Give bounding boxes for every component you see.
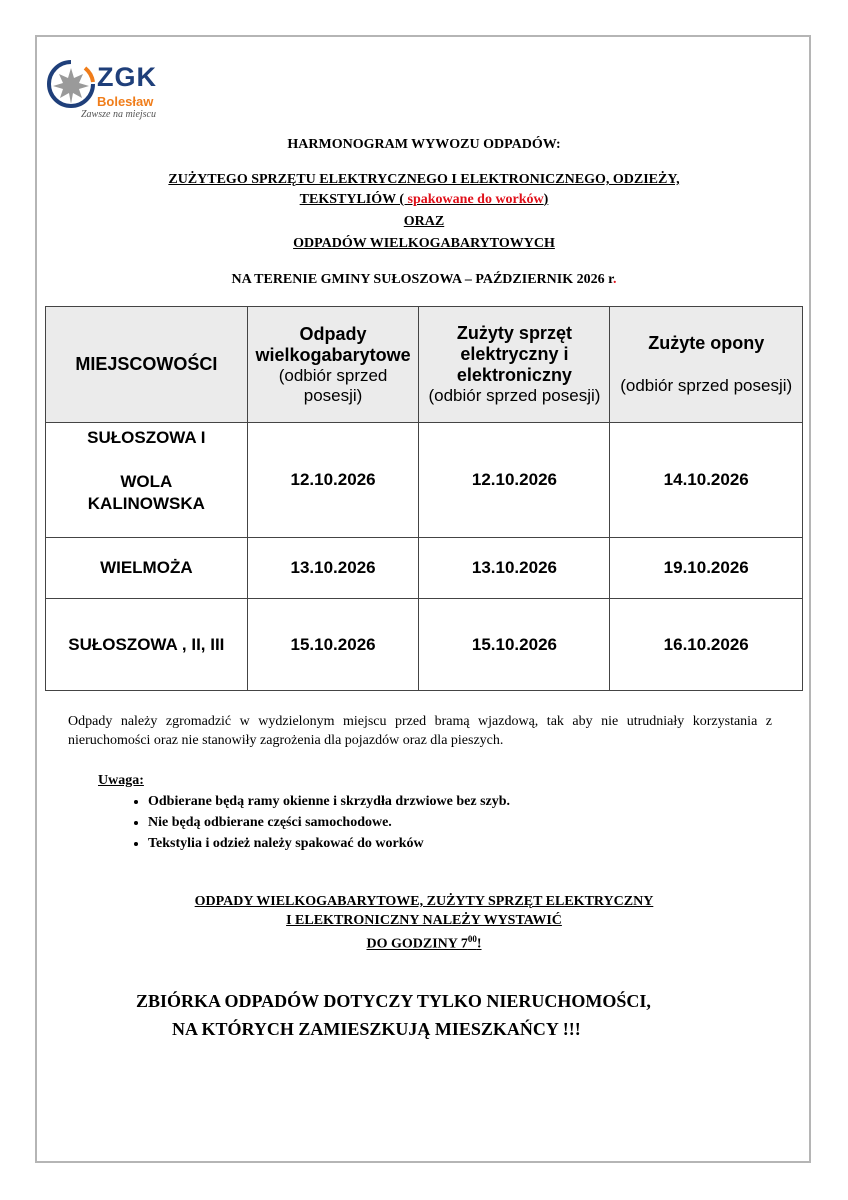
- deadline-time-text: DO GODZINY 7: [366, 936, 468, 952]
- header-bulky-sub: (odbiór sprzed posesji): [278, 365, 388, 405]
- zgk-logo: [45, 56, 175, 122]
- header-electronics: [419, 307, 610, 423]
- table-header-row: [46, 307, 803, 423]
- date-tires: 14.10.2026: [610, 423, 803, 538]
- title-line-3-post: ): [543, 192, 549, 207]
- date-bulky: 12.10.2026: [247, 423, 419, 538]
- title-line-2: ZUŻYTEGO SPRZĘTU ELEKTRYCZNEGO I ELEKTRONICZNEGO, ODZIEŻY,: [168, 172, 680, 187]
- deadline-exclaim: !: [476, 936, 482, 952]
- header-bulky: [247, 307, 419, 423]
- header-tires-sub: (odbiór sprzed posesji): [620, 376, 793, 395]
- maple-leaf-logo-icon: [45, 58, 97, 110]
- deadline-line-1: ODPADY WIELKOGABARYTOWE, ZUŻYTY SPRZĘT ELEKTRYCZNY: [194, 894, 654, 909]
- title-dot: .: [613, 272, 617, 287]
- date-tires: 19.10.2026: [610, 538, 803, 599]
- header-places-label: MIEJSCOWOŚCI: [75, 354, 218, 374]
- title-line-1: HARMONOGRAM WYWOZU ODPADÓW:: [287, 137, 561, 152]
- place-cell: WIELMOŻA: [46, 538, 248, 599]
- date-electronics: 15.10.2026: [419, 599, 610, 691]
- header-electronics-sub: (odbiór sprzed posesji): [428, 386, 601, 405]
- list-item: • Nie będą odbierane części samochodowe.: [148, 812, 510, 833]
- title-line-3-pre: TEKSTYLIÓW (: [299, 192, 408, 207]
- header-electronics-label: Zużyty sprzęt elektryczny i elektroniczny: [456, 323, 572, 385]
- title-area-month: NA TERENIE GMINY SUŁOSZOWA – PAŹDZIERNIK 2026 r: [231, 272, 614, 287]
- title-line-6: [0, 272, 848, 288]
- deadline-line-3: [0, 930, 848, 954]
- list-item: • Tekstylia i odzież należy spakować do worków: [148, 833, 510, 854]
- schedule-table: [45, 306, 803, 691]
- table-row: [46, 423, 803, 538]
- date-electronics: 13.10.2026: [419, 538, 610, 599]
- logo-brand: ZGK: [97, 62, 157, 92]
- table-row: [46, 599, 803, 691]
- deadline-minutes: 00: [467, 934, 477, 944]
- table-row: [46, 538, 803, 599]
- header-bulky-label: Odpady wielkogabarytowe: [255, 323, 411, 365]
- date-bulky: 15.10.2026: [247, 599, 419, 691]
- logo-subtitle: Bolesław: [97, 94, 154, 109]
- place-cell: SUŁOSZOWA , II, III: [46, 599, 248, 691]
- date-electronics: 12.10.2026: [419, 423, 610, 538]
- notes-title: Uwaga:: [98, 773, 144, 788]
- header-tires-label: Zużyte opony: [648, 333, 765, 353]
- place-name: SUŁOSZOWA I: [87, 428, 206, 447]
- title-line-4: ORAZ: [403, 214, 445, 229]
- place-name-second: WOLA KALINOWSKA: [87, 472, 205, 513]
- footer-line-2: NA KTÓRYCH ZAMIESZKUJĄ MIESZKAŃCY !!!: [172, 1019, 581, 1039]
- list-item: • Odbierane będą ramy okienne i skrzydła drzwiowe bez szyb.: [148, 791, 510, 812]
- instructions-paragraph: Odpady należy zgromadzić w wydzielonym miejscu przed bramą wjazdową, tak aby nie utrudniały korzystania z nieruchomości oraz nie stanowiły zagrożenia dla pojazdów oraz dla pieszych.: [68, 714, 772, 748]
- logo-tagline: Zawsze na miejscu: [81, 109, 156, 120]
- title-line-5: ODPADÓW WIELKOGABARYTOWYCH: [293, 236, 555, 251]
- header-places: [46, 307, 248, 423]
- footer-line-1: ZBIÓRKA ODPADÓW DOTYCZY TYLKO NIERUCHOMOŚCI,: [136, 991, 651, 1011]
- date-tires: 16.10.2026: [610, 599, 803, 691]
- header-tires: [610, 307, 803, 423]
- place-cell: [46, 423, 248, 538]
- packed-in-bags-note: spakowane do worków: [407, 192, 544, 207]
- notes-list: [120, 791, 510, 854]
- deadline-line-2: I ELEKTRONICZNY NALEŻY WYSTAWIĆ: [286, 913, 562, 928]
- date-bulky: 13.10.2026: [247, 538, 419, 599]
- title-line-3: [0, 192, 848, 208]
